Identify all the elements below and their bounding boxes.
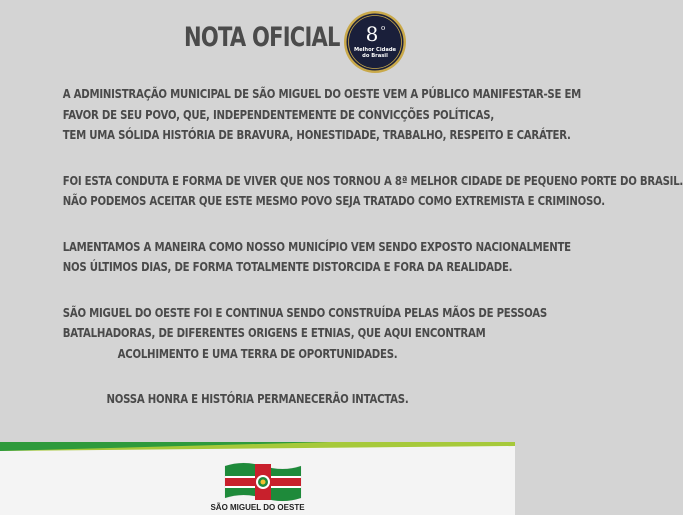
paragraph-line: LAMENTAMOS A MANEIRA COMO NOSSO MUNICÍPIO VEM SENDO EXPOSTO NACIONALMENTE <box>62 238 571 254</box>
paragraph-5 <box>20 389 495 410</box>
paragraph-line: FAVOR DE SEU POVO, QUE, INDEPENDENTEMENTE DE CONVICÇÕES POLÍTICAS, <box>62 106 494 122</box>
paragraph-2 <box>20 171 683 212</box>
paragraph-line: NOS ÚLTIMOS DIAS, DE FORMA TOTALMENTE DISTORCIDA E FORA DA REALIDADE. <box>62 259 513 274</box>
paragraph-line: BATALHADORAS, DE DIFERENTES ORIGENS E ETNIAS, QUE AQUI ENCONTRAM <box>62 325 486 340</box>
city-name: SÃO MIGUEL DO OESTE <box>210 503 305 512</box>
paragraph-4 <box>20 303 547 365</box>
paragraph-line: SÃO MIGUEL DO OESTE FOI E CONTINUA SENDO CONSTRUÍDA PELAS MÃOS DE PESSOAS <box>62 304 547 320</box>
paragraph-line: NÃO PODEMOS ACEITAR QUE ESTE MESMO POVO SEJA TRATADO COMO EXTREMISTA E CRIMINOSO. <box>62 193 605 208</box>
paragraph-line: TEM UMA SÓLIDA HISTÓRIA DE BRAVURA, HONESTIDADE, TRABALHO, RESPEITO E CARÁTER. <box>62 127 571 142</box>
paragraph-line: FOI ESTA CONDUTA E FORMA DE VIVER QUE NOS TORNOU A 8ª MELHOR CIDADE DE PEQUENO PORTE DO BRASIL. <box>62 172 683 188</box>
paragraph-line: NOSSA HONRA E HISTÓRIA PERMANECERÃO INTACTAS. <box>106 391 409 406</box>
paragraph-line: ACOLHIMENTO E UMA TERRA DE OPORTUNIDADES. <box>117 345 398 361</box>
best-city-seal-icon <box>343 10 407 74</box>
page-title: NOTA OFICIAL <box>184 22 340 53</box>
seal-caption-line1: Melhor Cidade <box>353 47 397 53</box>
city-flag-icon <box>223 460 303 504</box>
paragraph-line: A ADMINISTRAÇÃO MUNICIPAL DE SÃO MIGUEL DO OESTE VEM A PÚBLICO MANIFESTAR-SE EM <box>62 86 582 101</box>
seal-caption-line2: do Brasil <box>362 53 388 59</box>
paragraph-3 <box>20 237 571 278</box>
seal-superscript: o <box>381 24 386 32</box>
paragraph-1 <box>20 84 582 146</box>
statement-body <box>20 84 683 435</box>
seal-number: 8 <box>365 22 379 46</box>
footer-stripe <box>0 442 515 454</box>
